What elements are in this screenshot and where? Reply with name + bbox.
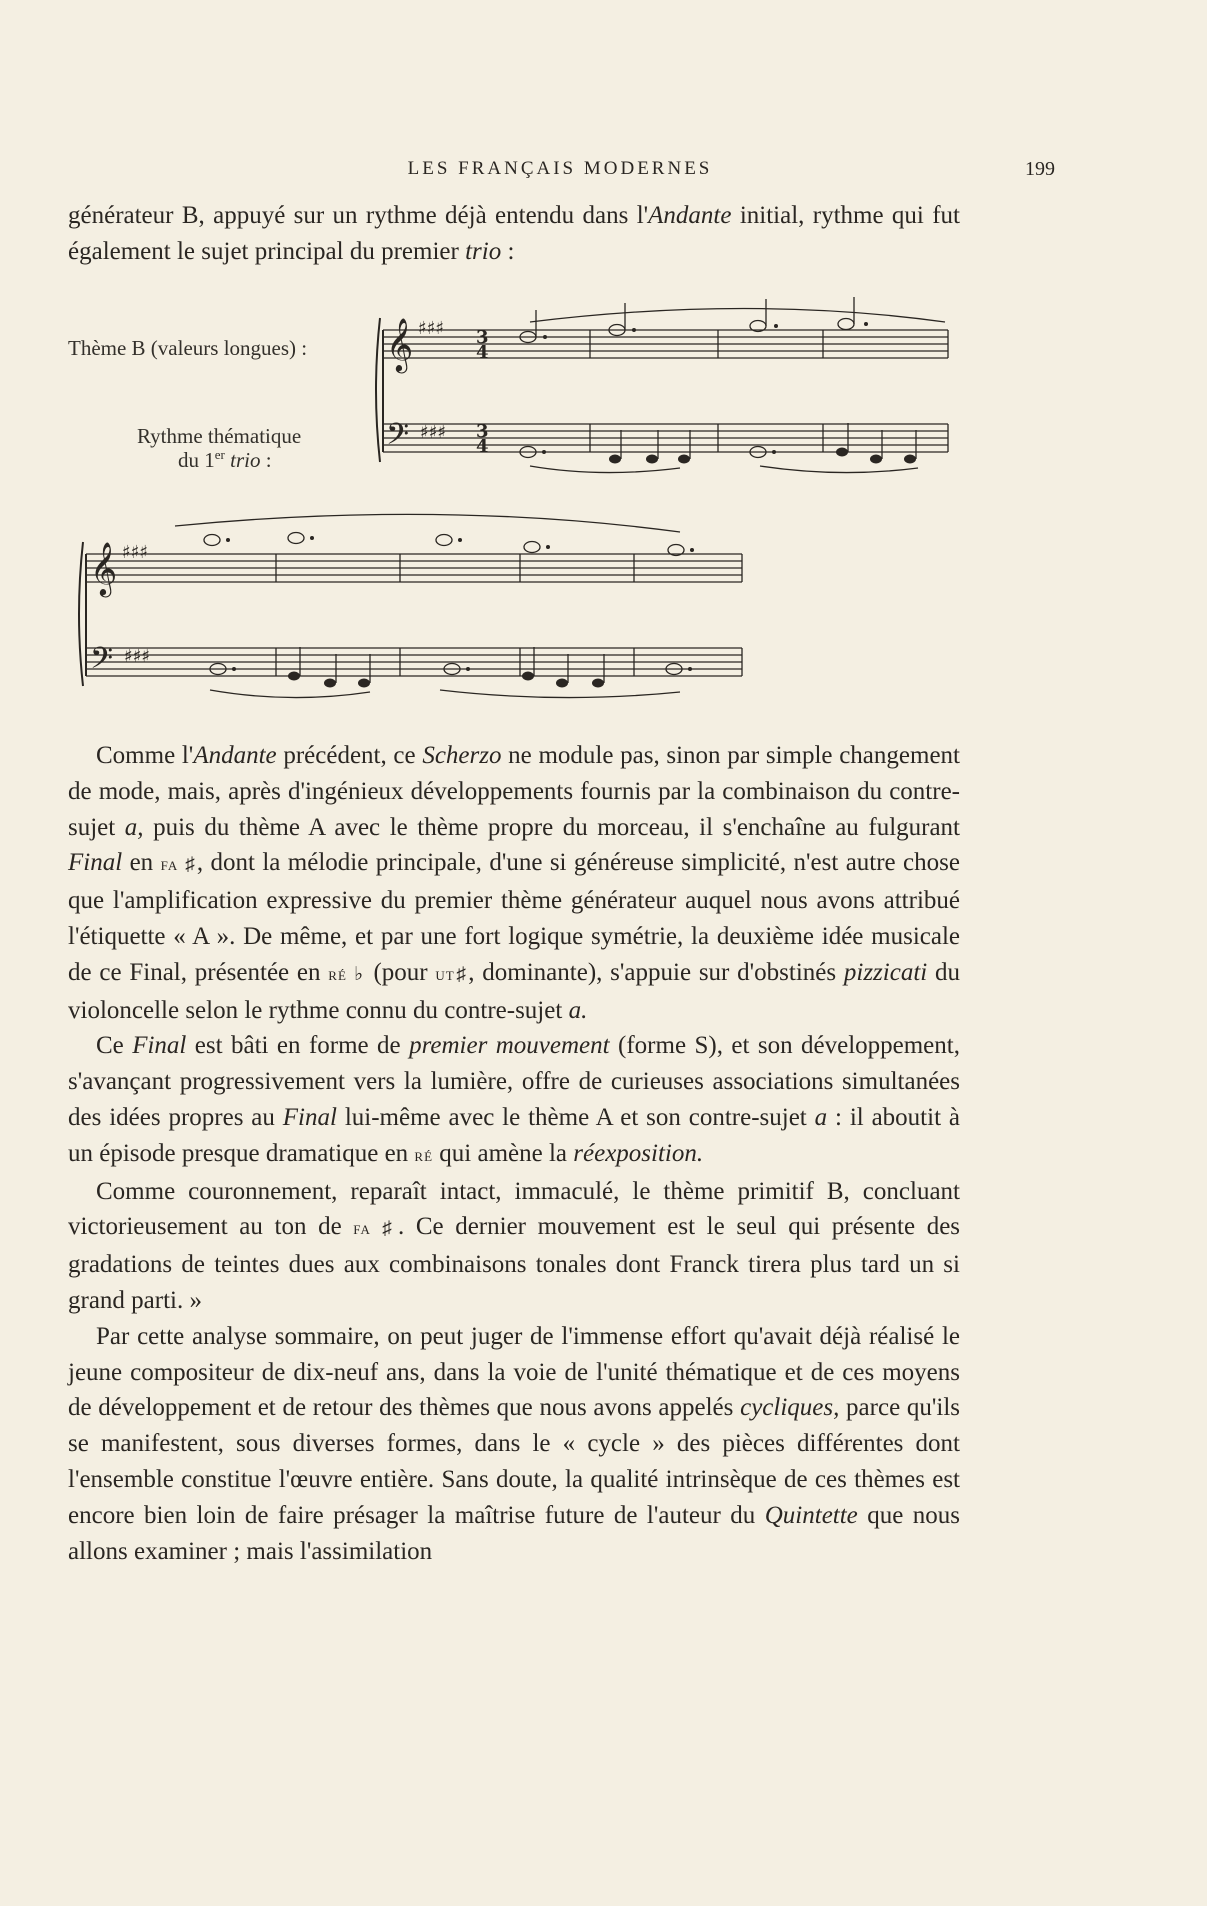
- body-text: [68, 738, 960, 1569]
- rhythm-label-line1: Rythme thématique: [137, 424, 302, 448]
- key-signature-sharps: ♯♯♯: [418, 318, 445, 339]
- treble-notes-2: [204, 533, 684, 556]
- rhythm-label-colon: :: [260, 448, 272, 472]
- intro-text-1: générateur B, appuyé sur un rythme déjà entendu dans l': [68, 202, 649, 229]
- slur-1: [530, 309, 945, 323]
- system2-treble-staff: [86, 554, 742, 582]
- treble-clef-icon-2: 𝄞: [90, 541, 118, 595]
- rhythm-label-du: du 1: [178, 448, 215, 472]
- slur-4: [175, 514, 680, 532]
- paragraph-3: Comme couronnement, reparaît intact, immaculé, le thème primitif B, concluant victorieusement au ton de fa ♯. Ce dernier mouvement est le seul qui présente des gradations de teintes dues aux combinaisons tonales dont Franck tirera plus tard un si grand parti. »: [68, 1177, 961, 1314]
- time-sig-bottom: 4: [476, 342, 489, 363]
- system1-treble-staff: [383, 330, 948, 358]
- intro-text-3: initial, rythme qui fut également le sujet principal du premier: [68, 202, 960, 265]
- intro-text-2: Andante: [648, 202, 732, 229]
- music-example: [0, 0, 1207, 720]
- paragraph-4: Par cette analyse sommaire, on peut juger de l'immense effort qu'avait déjà réalisé le jeune compositeur de dix-neuf ans, dans la voie de l'unité thématique et de ces moyens de développement et de retour des thèmes que nous avons appelés cycliques, parce qu'ils se manifestent, sous diverses formes, dans le « cycle » des pièces différentes dont l'ensemble constitue l'œuvre entière. Sans doute, la qualité intrinsèque de ces thèmes est encore bien loin de faire présager la maîtrise future de l'auteur du Quintette que nous allons examiner ; mais l'assimilation: [68, 1322, 961, 1565]
- system2-bass-staff: [86, 648, 742, 676]
- slur-5: [210, 690, 370, 698]
- page-number: 199: [1025, 158, 1055, 180]
- rhythm-label-trio: trio: [224, 448, 261, 472]
- time-sig-top: 3: [476, 327, 489, 348]
- slur-3: [760, 466, 918, 473]
- intro-text-4: trio: [465, 237, 502, 265]
- rhythm-label-superscript: er: [214, 447, 225, 462]
- slur-2: [530, 466, 680, 473]
- system1-bass-staff: [383, 424, 948, 452]
- time-sig-top-bass: 3: [476, 421, 489, 442]
- running-head-title: LES FRANÇAIS MODERNES: [407, 158, 713, 179]
- slur-6: [440, 690, 680, 698]
- treble-clef-icon: 𝄞: [386, 317, 414, 371]
- intro-text-5: :: [501, 237, 515, 265]
- paragraph-2: Ce Final est bâti en forme de premier mouvement (forme S), et son développement, s'avançant progressivement vers la lumière, offre de curieuses associations simultanées des idées propres au Final lui-même avec le thème A et son contre-sujet a : il aboutit à un épisode presque dramatique en ré qui amène la réexposition.: [68, 1032, 960, 1167]
- bass-clef-icon-2: 𝄢: [90, 642, 114, 683]
- treble-notes-1: [520, 297, 854, 343]
- paragraph-1: Comme l'Andante précédent, ce Scherzo ne module pas, sinon par simple changement de mode, mais, après d'ingénieux développements fournis par la combinaison du contre-sujet a, puis du thème A avec le thème propre du morceau, il s'enchaîne au fulgurant Final en fa ♯, dont la mélodie principale, d'une si généreuse simplicité, n'est autre chose que l'amplification expressive du premier thème générateur auquel nous avons attribué l'étiquette « A ». De même, et par une fort logique symétrie, la deuxième idée musicale de ce Final, présentée en ré ♭ (pour ut♯, dominante), s'appuie sur d'obstinés pizzicati du violoncelle selon le rythme connu du contre-sujet a.: [68, 742, 961, 1024]
- theme-b-label: Thème B (valeurs longues) :: [68, 336, 308, 360]
- key-signature-sharps-2: ♯♯♯: [122, 542, 149, 563]
- key-signature-sharps-bass-2: ♯♯♯: [124, 646, 151, 667]
- bass-clef-icon: 𝄢: [386, 418, 410, 459]
- key-signature-sharps-bass: ♯♯♯: [420, 422, 447, 443]
- time-sig-bottom-bass: 4: [476, 436, 489, 457]
